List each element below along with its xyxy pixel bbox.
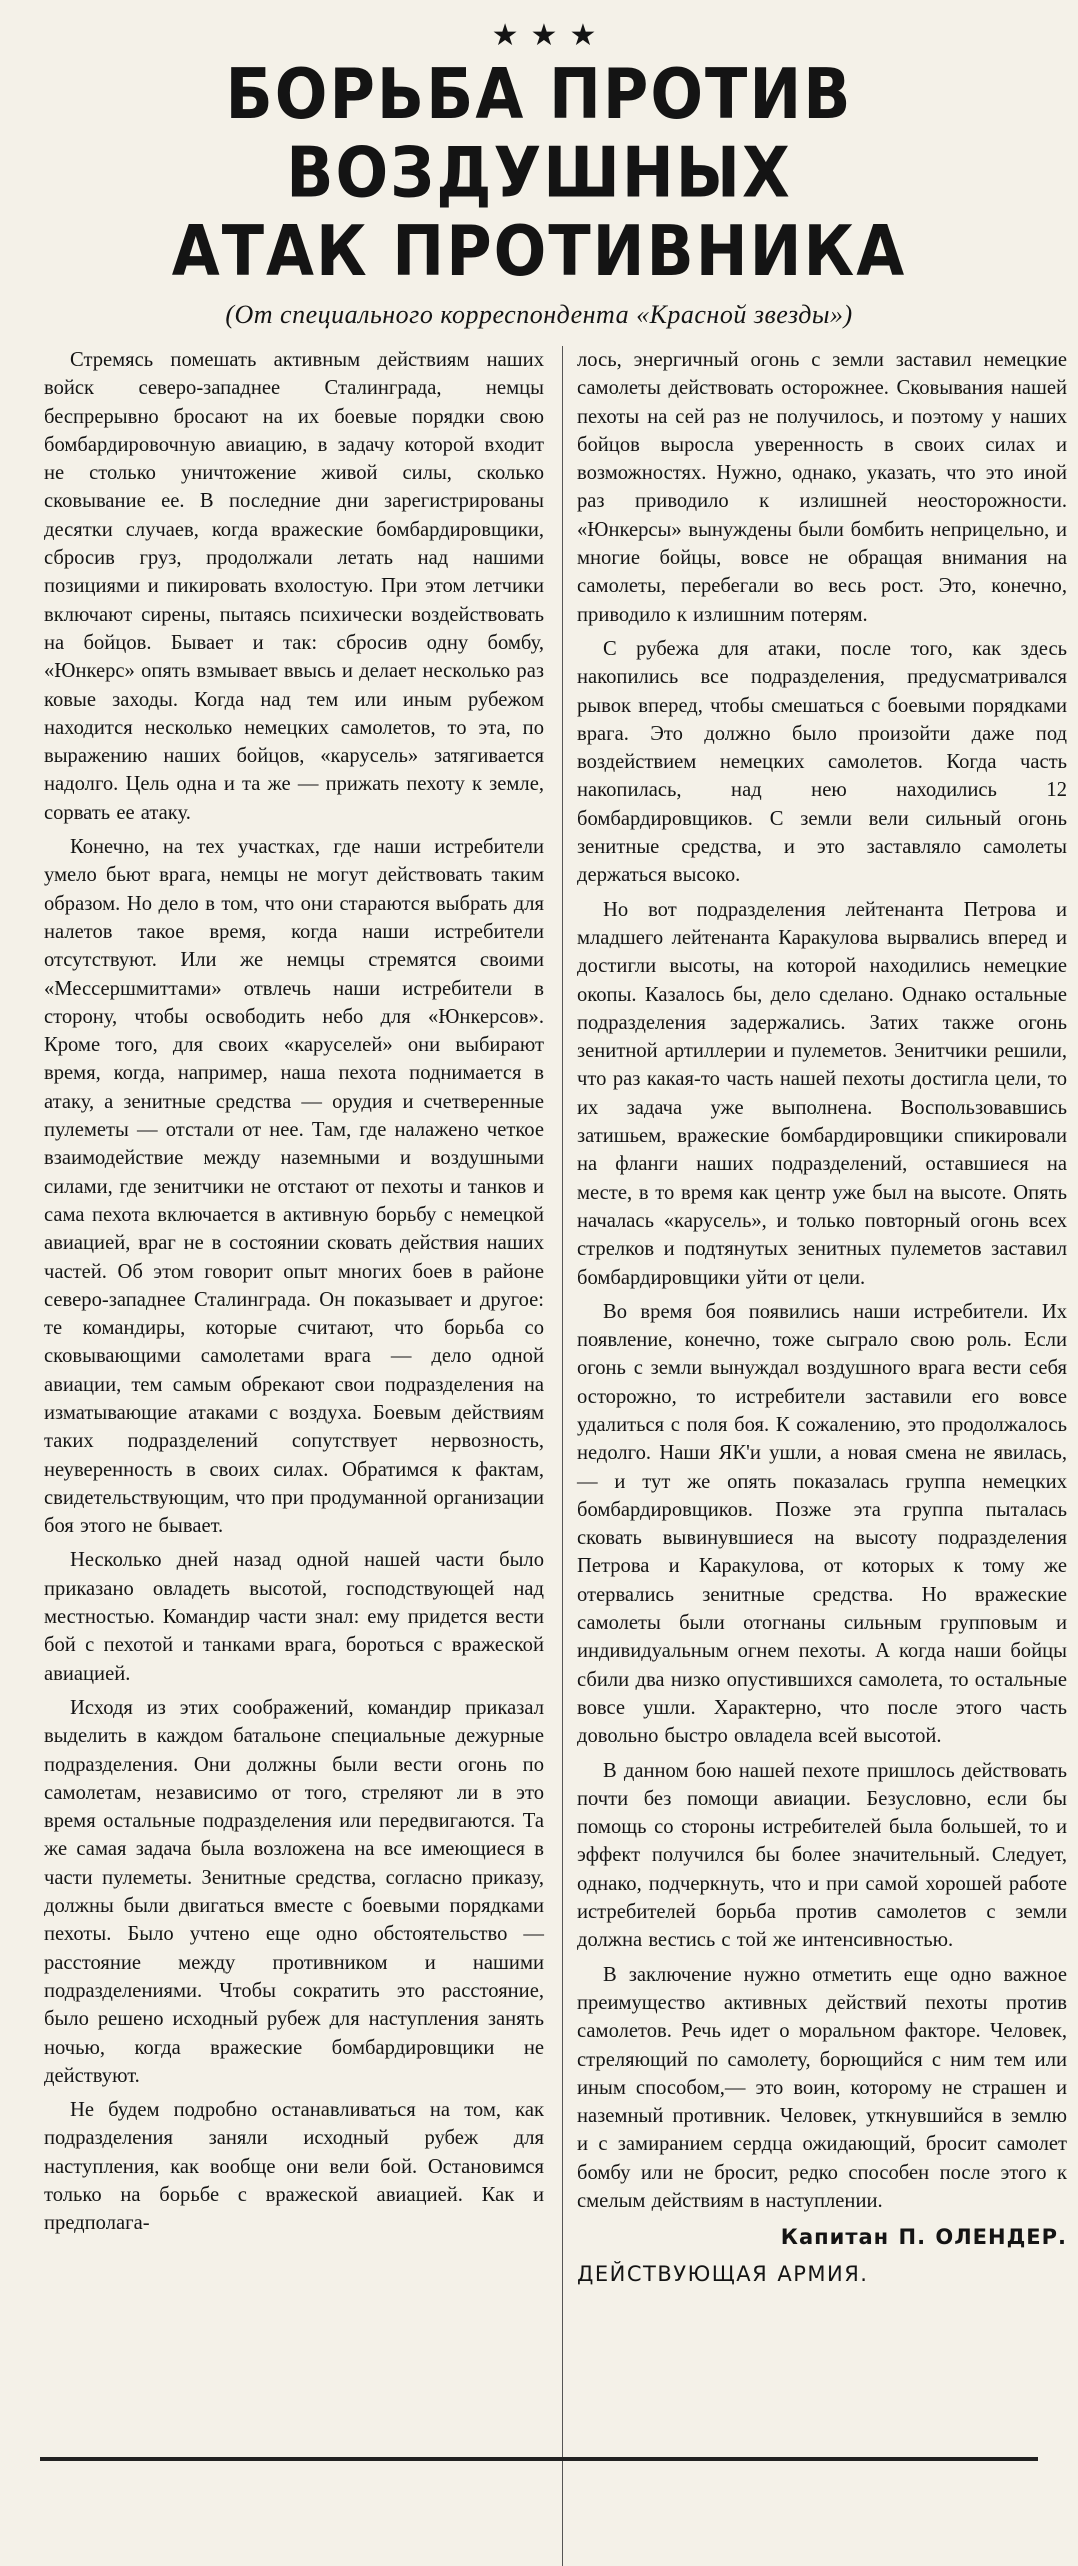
paragraph: Не будем подробно останавливаться на том, как подразделения заняли исходный рубеж для наступления, как вообще они вели бой. Остановимся только на борьбе с вражеской авиацией. Как и предполага- bbox=[44, 2099, 544, 2235]
right-column bbox=[577, 346, 1067, 2566]
paragraph: Стремясь помешать активным действиям наших войск северо-западнее Сталинграда, немцы беспрерывно бросают на их боевые порядки свою бомбардировочную авиацию, в задачу которой входит не столько уничтожение живой силы, сколько сковывание ее. В последние дни зарегистрированы десятки случаев, когда вражеские бомбардировщики, сбросив груз, продолжали летать над нашими позициями и пикировать вхолостую. При этом летчики включают сирены, пытаясь психически воздействовать на бойцов. Бывает и так: сбросив одну бомбу, «Юнкерс» опять взмывает ввысь и делает несколько раз ковые заходы. Когда над тем или иным рубежом находится несколько немецких самолетов, то эта, по выражению наших бойцов, «карусель» затягивается надолго. Цель одна и та же — прижать пехоту к земле, сорвать ее атаку. bbox=[44, 349, 544, 824]
headline bbox=[30, 55, 1048, 290]
article-body bbox=[22, 346, 1067, 2566]
paragraph: С рубежа для атаки, после того, как здесь накопились все подразделения, предусматривался рывок вперед, чтобы смешаться с боевыми порядками врага. Это должно было произойти даже под воздействием немецких самолетов. Когда часть накопилась, над нею находились 12 бомбардировщиков. С земли вели сильный огонь зенитные средства, и это заставляло самолеты держаться высоко. bbox=[577, 637, 1067, 887]
byline-subtitle: (От специального корреспондента «Красной звезды») bbox=[225, 300, 853, 329]
paragraph: лось, энергичный огонь с земли заставил немецкие самолеты действовать осторожнее. Сковывания нашей пехоты на сей раз не получилось, и поэтому у наших бойцов выросла уверенность в своих силах и возможностях. Нужно, однако, указать, что это иной раз приводило к излишней неосторожности. «Юнкерсы» вынуждены были бомбить неприцельно, и многие бойцы, вовсе не обращая внимания на самолеты, перебегали во весь рост. Это, конечно, приводило к излишним потерям. bbox=[577, 349, 1067, 626]
ornament-stars: ★★★ bbox=[491, 18, 609, 53]
dateline-location: ДЕЙСТВУЮЩАЯ АРМИЯ. bbox=[577, 2261, 869, 2286]
left-column bbox=[44, 346, 544, 2566]
paragraph: В заключение нужно отметить еще одно важное преимущество активных действий пехоты против самолетов. Речь идет о моральном факторе. Человек, стреляющий по самолету, борющийся с ним тем или иным способом,— это воин, которому не страшен и наземный противник. Человек, уткнувшийся в землю и с замиранием сердца ожидающий, бросит самолет бомбу или не бросит, редко способен после этого к смелым действиям в наступлении. bbox=[577, 1963, 1067, 2212]
paragraph: Во время боя появились наши истребители. Их появление, конечно, тоже сыграло свою роль. Если огонь с земли вынуждал воздушного врага вести себя осторожно, то истребители заставили его вовсе удалиться с поля боя. К сожалению, это продолжалось недолго. Наши ЯК'и ушли, а новая смена не явилась,— и тут же опять показалась группа немецких бомбардировщиков. Позже эта группа пыталась сковать вывинувшиеся на высоту подразделения Петрова и Каракулова, от которых к тому же отервались зенитные средства. Но вражеские самолеты были отогнаны сильным групповым и индивидуальным огнем пехоты. А когда наши бойцы сбили два низко опустившихся самолета, то остальные вовсе ушли. Характерно, что после этого часть довольно быстро овладела всей высотой. bbox=[577, 1300, 1067, 1748]
column-divider bbox=[562, 346, 563, 2566]
headline-line-2: АТАК ПРОТИВНИКА bbox=[171, 209, 907, 292]
paragraph: Конечно, на тех участках, где наши истребители умело бьют врага, немцы не могут действовать таким образом. Но дело в том, что они стараются выбрать для налетов такое время, когда наши истребители отсутствуют. Или же немцы стремятся своими «Мессершмиттами» отвлечь наши истребители в сторону, чтобы освободить небо для «Юнкерсов». Кроме того, для своих «каруселей» они выбирают время, когда, например, наша пехота поднимается в атаку, а зенитные средства — орудия и счетверенные пулеметы — отстали от нее. Там, где налажено четкое взаимодействие между наземными и воздушными силами, где зенитчики не отстают от пехоты и танков и сама пехота включается в активную борьбу с немецкой авиацией, враг не в состоянии сковать действия наших частей. Об этом говорит опыт многих боев в районе северо-западнее Сталинграда. Он показывает и другое: те командиры, которые считают, что борьба со сковывающими самолетами врага — дело одной авиации, тем самым обрекают свои подразделения на изматывающие атаками с воздуха. Боевым действиям таких подразделений сопутствует нервозность, неуверенность в своих силах. Обратимся к фактам, свидетельствующим, что при продуманной организации боя этого не бывает. bbox=[44, 836, 544, 1538]
paragraph: Но вот подразделения лейтенанта Петрова и младшего лейтенанта Каракулова вырвались вперед и достигли высоты, на которой находились немецкие окопы. Казалось бы, дело сделано. Однако остальные подразделения задержались. Затих также огонь зенитной артиллерии и пулеметов. Зенитчики решили, что раз какая-то часть нашей пехоты достигла цели, то их задача уже выполнена. Воспользовавшись затишьем, вражеские бомбардировщики спикировали на фланги наших подразделений, оставшиеся на месте, в то время как центр уже был на высоте. Опять началась «карусель», и только повторный огонь всех стрелков и подтянутых зенитных пулеметов заставил бомбардировщики уйти от цели. bbox=[577, 898, 1067, 1289]
bottom-rule bbox=[40, 2457, 1038, 2461]
paragraph: В данном бою нашей пехоте пришлось действовать почти без помощи авиации. Безусловно, если бы помощь со стороны истребителей была большей, то и эффект получился бы более значительный. Следует, однако, подчеркнуть, что и при самой хорошей работе истребителей борьба против самолетов с земли должна вестись с той же интенсивностью. bbox=[577, 1759, 1067, 1952]
paragraph: Несколько дней назад одной нашей части было приказано овладеть высотой, господствующей над местностью. Командир части знал: ему придется вести бой с пехотой и танками врага, бороться с вражеской авиацией. bbox=[44, 1549, 544, 1685]
paragraph: Исходя из этих соображений, командир приказал выделить в каждом батальоне специальные дежурные подразделения. Они должны были вести огонь по самолетам, независимо от того, стреляют ли в это время остальные подразделения или передвигаются. Та же самая задача была возложена на все имеющиеся в части пулеметы. Зенитные средства, согласно приказу, должны были двигаться вместе с боевыми порядками пехоты. Было учтено еще одно обстоятельство — расстояние между противником и нашими подразделениями. Чтобы сократить это расстояние, было решено исходный рубеж для наступления занять ночью, когда вражеские бомбардировщики не действуют. bbox=[44, 1696, 544, 2087]
headline-line-1: БОРЬБА ПРОТИВ ВОЗДУШНЫХ bbox=[225, 53, 853, 214]
author-signature: Капитан П. ОЛЕНДЕР. bbox=[780, 2225, 1067, 2250]
